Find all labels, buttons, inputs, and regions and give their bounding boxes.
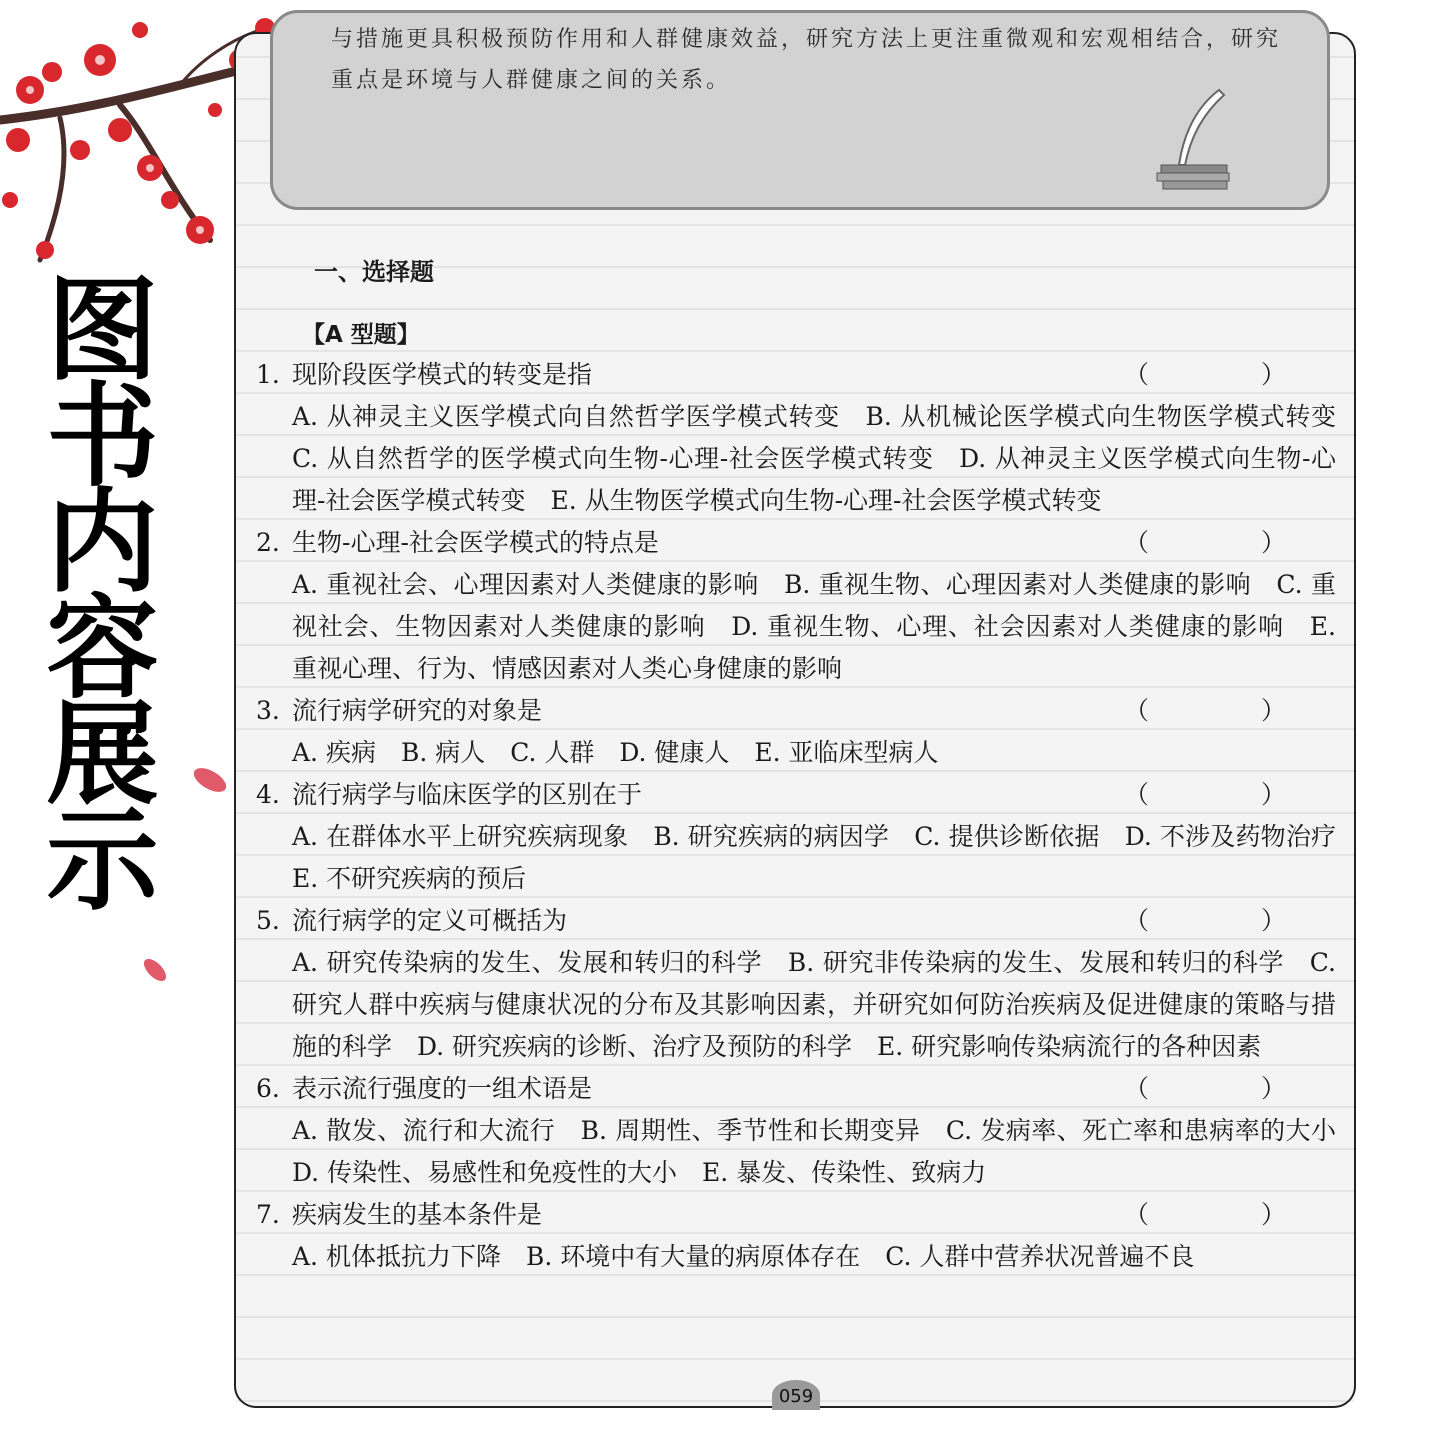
side-title-char: 书 <box>46 372 159 502</box>
section-title: 一、选择题 <box>314 258 434 286</box>
answer-bracket: （ ） <box>1124 906 1338 935</box>
question-stem: 流行病学研究的对象是 <box>292 696 543 725</box>
question-list <box>256 354 1362 1278</box>
quill-books-icon <box>1149 85 1239 195</box>
question-stem: 现阶段医学模式的转变是指 <box>292 360 593 389</box>
question-number: 1. <box>256 360 280 389</box>
question-item <box>256 1068 1362 1194</box>
petal-icon <box>130 950 180 990</box>
question-number: 7. <box>256 1200 280 1229</box>
question-number: 5. <box>256 906 280 935</box>
answer-bracket: （ ） <box>1124 360 1338 389</box>
question-item <box>256 900 1336 1068</box>
question-stem: 表示流行强度的一组术语是 <box>292 1074 593 1103</box>
question-item <box>256 690 1336 774</box>
side-title-char: 示 <box>46 796 159 926</box>
answer-bracket: （ ） <box>1124 1074 1338 1103</box>
question-options: A. 疾病 B. 病人 C. 人群 D. 健康人 E. 亚临床型病人 <box>292 738 939 767</box>
side-title-char: 图 <box>46 266 159 396</box>
question-options: A. 从神灵主义医学模式向自然哲学医学模式转变 B. 从机械论医学模式向生物医学模式转变 C. 从自然哲学的医学模式向生物-心理-社会医学模式转变 D. 从神灵主义医学模式向生物-心理-社会医学模式转变 E. 从生物医学模式向生物-心理-社会医学模式转变 <box>292 402 1362 515</box>
summary-note-box <box>270 10 1330 210</box>
question-stem: 流行病学与临床医学的区别在于 <box>292 780 643 809</box>
question-stem: 流行病学的定义可概括为 <box>292 906 568 935</box>
question-type-label: 【A 型题】 <box>302 322 420 348</box>
answer-bracket: （ ） <box>1124 696 1338 725</box>
question-item <box>256 1194 1336 1278</box>
question-number: 6. <box>256 1074 280 1103</box>
question-number: 4. <box>256 780 280 809</box>
page-number: 059 <box>772 1380 820 1410</box>
summary-note-text: 与措施更具积极预防作用和人群健康效益，研究方法上更注重微观和宏观相结合，研究 重点是环境与人群健康之间的关系。 <box>331 27 1282 93</box>
answer-bracket: （ ） <box>1124 780 1338 809</box>
side-title-char: 内 <box>46 478 159 608</box>
question-options: A. 研究传染病的发生、发展和转归的科学 B. 研究非传染病的发生、发展和转归的科学 C. 研究人群中疾病与健康状况的分布及其影响因素，并研究如何防治疾病及促进健康的策略与措施的科学 D. 研究疾病的诊断、治疗及预防的科学 E. 研究影响传染病流行的各种因素 <box>292 948 1336 1061</box>
question-options: A. 重视社会、心理因素对人类健康的影响 B. 重视生物、心理因素对人类健康的影响 C. 重视社会、生物因素对人类健康的影响 D. 重视生物、心理、社会因素对人类健康的影响 E. 重视心理、行为、情感因素对人类心身健康的影响 <box>292 570 1336 683</box>
question-stem: 疾病发生的基本条件是 <box>292 1200 543 1229</box>
side-title-char: 容 <box>46 584 159 714</box>
answer-bracket: （ ） <box>1124 528 1338 557</box>
question-options: A. 散发、流行和大流行 B. 周期性、季节性和长期变异 C. 发病率、死亡率和患病率的大小 D. 传染性、易感性和免疫性的大小 E. 暴发、传染性、致病力 <box>292 1116 1362 1187</box>
question-number: 3. <box>256 696 280 725</box>
question-item <box>256 522 1336 690</box>
side-title-char: 展 <box>46 690 159 820</box>
question-item <box>256 354 1362 522</box>
question-stem: 生物-心理-社会医学模式的特点是 <box>292 528 659 557</box>
answer-bracket: （ ） <box>1124 1200 1338 1229</box>
question-options: A. 在群体水平上研究疾病现象 B. 研究疾病的病因学 C. 提供诊断依据 D. 不涉及药物治疗 E. 不研究疾病的预后 <box>292 822 1362 893</box>
question-number: 2. <box>256 528 280 557</box>
petal-icon <box>180 760 240 800</box>
book-page <box>234 27 1362 1408</box>
question-options: A. 机体抵抗力下降 B. 环境中有大量的病原体存在 C. 人群中营养状况普遍不良 <box>292 1242 1195 1271</box>
side-title <box>40 266 165 926</box>
question-item <box>256 774 1362 900</box>
